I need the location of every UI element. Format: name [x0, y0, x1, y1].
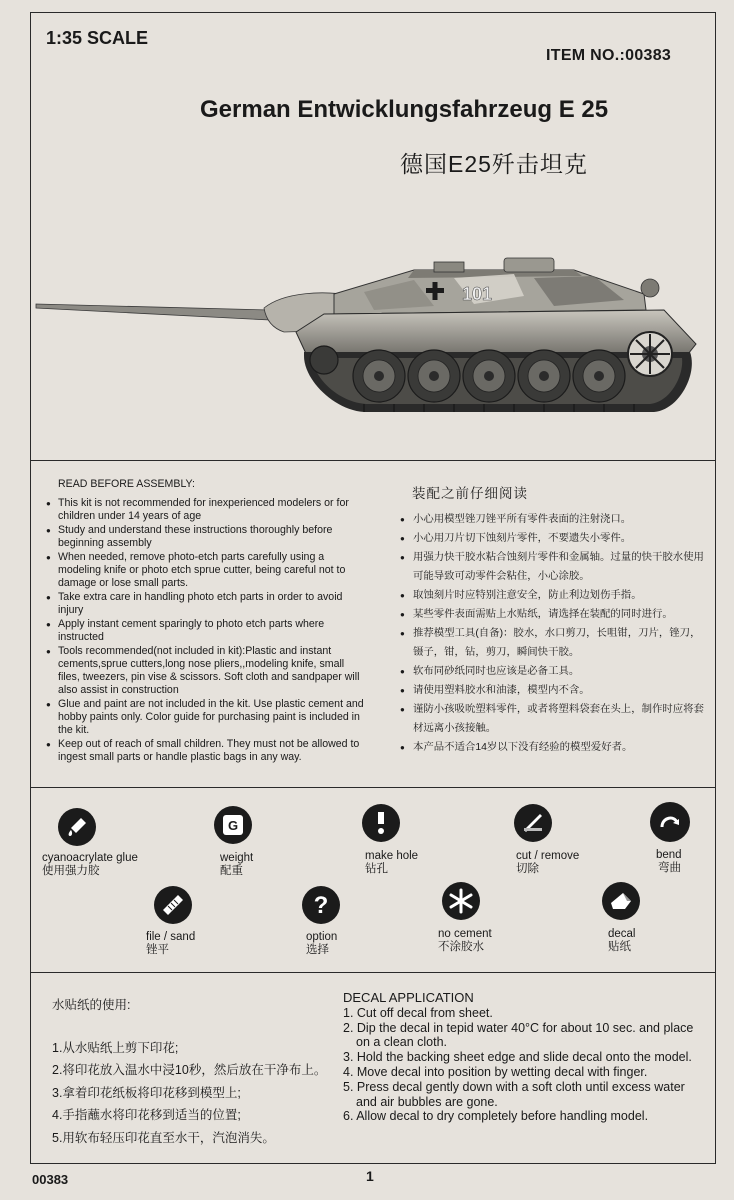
decal-heading: DECAL APPLICATION: [343, 990, 474, 1005]
tank-illustration: [34, 248, 704, 420]
cut-icon: [514, 804, 552, 842]
legend-decal-label-cn: 贴纸: [608, 941, 631, 953]
legend-option-label: option: [306, 931, 338, 943]
instruction-item-cn: ● 小心用刀片切下蚀刻片零件，不要遗失小零件。: [400, 529, 705, 548]
decal-step-cn: 3.拿着印花纸板将印花移到模型上;: [52, 1085, 241, 1100]
instruction-item: ● Apply instant cement sparingly to photo etch parts where instructed: [46, 618, 366, 644]
legend-no-cement-label-cn: 不涂胶水: [438, 941, 484, 953]
legend-file-label: file / sand: [146, 931, 196, 943]
instruction-item: ● Study and understand these instructions thoroughly before beginning assembly: [46, 524, 366, 550]
legend-file-label-cn: 锉平: [146, 944, 169, 956]
no-cement-icon: [442, 882, 480, 920]
instruction-item-cn: ● 本产品不适合14岁以下没有经验的模型爱好者。: [400, 738, 705, 757]
decal-instructions-english: [343, 991, 698, 1124]
file-sand-icon: [154, 886, 192, 924]
footer-item-code: 00383: [32, 1172, 69, 1187]
decal-step-cn: 2.将印花放入温水中浸10秒，然后放在干净布上。: [52, 1063, 327, 1077]
legend-cut-label: cut / remove: [516, 850, 580, 862]
instructions-english: [46, 478, 366, 765]
instruction-item: ● Keep out of reach of small children. They must not be allowed to ingest small parts or handle plastic bags in any way.: [46, 738, 366, 764]
instructions-chinese: [400, 484, 705, 757]
legend-weight-label: weight: [220, 852, 254, 864]
instruction-item-cn: ● 请使用塑料胶水和油漆，模型内不含。: [400, 681, 705, 700]
instruction-item: ● Glue and paint are not included in the kit. Use plastic cement and hobby paints only. Color guide for purchasing paint is included in the kit.: [46, 698, 366, 737]
legend-option: [300, 886, 360, 957]
legend-hole-label: make hole: [365, 850, 419, 862]
legend-bend-label-cn: 弯曲: [658, 862, 681, 874]
legend-bend: [650, 802, 706, 875]
page-number: 1: [366, 1168, 374, 1184]
legend-weight: [214, 806, 274, 878]
divider: [30, 787, 716, 788]
decal-heading-cn: 水贴纸的使用:: [52, 998, 131, 1012]
decal-step-cn: 1.从水贴纸上剪下印花;: [52, 1040, 179, 1055]
glue-drop-icon: [58, 808, 96, 846]
legend-glue-label-cn: 使用强力胶: [42, 865, 100, 877]
legend-file: [142, 886, 212, 957]
legend-glue: [42, 808, 162, 878]
decal-step: 5. Press decal gently down with a soft cloth until excess water and air bubbles are gone.: [343, 1079, 685, 1109]
instruction-item: ● Tools recommended(not included in kit):Plastic and instant cements,sprue cutters,long nose pliers,,modeling knife, small files, tweezers, pin vise & scissors. Soft cloth and sandpaper will also assist in construction: [46, 645, 366, 697]
legend-hole-label-cn: 钻孔: [365, 863, 388, 875]
decal-step: 2. Dip the decal in tepid water 40°C for about 10 sec. and place on a clean cloth.: [343, 1020, 694, 1050]
instructions-heading-cn: 装配之前仔细阅读: [412, 486, 528, 501]
legend-hole: [362, 804, 442, 876]
divider: [30, 972, 716, 973]
decal-icon: [602, 882, 640, 920]
decal-step: 1. Cut off decal from sheet.: [343, 1005, 493, 1020]
instruction-item: ● Take extra care in handling photo etch parts in order to avoid injury: [46, 591, 366, 617]
instruction-item-cn: ● 某些零件表面需贴上水贴纸，请选择在装配的同时进行。: [400, 605, 705, 624]
item-number: ITEM NO.:00383: [546, 47, 672, 64]
decal-instructions-chinese: [52, 994, 326, 1149]
legend-bend-label: bend: [656, 849, 682, 861]
decal-step-cn: 5.用软布轻压印花直至水干，汽泡消失。: [52, 1130, 275, 1145]
legend-weight-label-cn: 配重: [220, 865, 243, 877]
decal-step: 4. Move decal into position by wetting decal with finger.: [343, 1064, 648, 1079]
instructions-heading: READ BEFORE ASSEMBLY:: [58, 478, 195, 490]
legend-no-cement-label: no cement: [438, 928, 492, 940]
instruction-item-cn: ● 取蚀刻片时应特别注意安全，防止利边划伤手指。: [400, 586, 705, 605]
instruction-item-cn: ● 推荐模型工具(自备)：胶水，水口剪刀，长咀钳，刀片，锉刀，镊子，钳，钻，剪刀，瞬间快干胶。: [400, 624, 705, 662]
instruction-item: ● When needed, remove photo-etch parts carefully using a modeling knife or photo etch sprue cutter, being careful not to damage or lose small parts.: [46, 551, 366, 590]
legend-cut-label-cn: 切除: [516, 863, 539, 875]
legend-glue-label: cyanoacrylate glue: [42, 852, 138, 864]
legend-option-label-cn: 选择: [306, 944, 329, 956]
title-chinese: 德国E25歼击坦克: [400, 151, 588, 177]
title-english: German Entwicklungsfahrzeug E 25: [200, 96, 609, 123]
instruction-item-cn: ● 谨防小孩吸吮塑料零件，或者将塑料袋套在头上，制作时应将套材远离小孩接触。: [400, 700, 705, 738]
decal-step: 3. Hold the backing sheet edge and slide decal onto the model.: [343, 1050, 692, 1065]
question-icon: ?: [302, 886, 340, 924]
instruction-item: ● This kit is not recommended for inexperienced modelers or for children under 14 years of age: [46, 497, 366, 523]
decal-step-cn: 4.手指蘸水将印花移到适当的位置;: [52, 1108, 241, 1122]
tank-marking: 101: [462, 284, 493, 304]
legend-no-cement: [438, 882, 508, 954]
decal-step: 6. Allow decal to dry completely before handling model.: [343, 1109, 649, 1124]
instruction-item-cn: ● 小心用模型锉刀锉平所有零件表面的注射浇口。: [400, 510, 705, 529]
instruction-item-cn: ● 软布同砂纸同时也应该是必备工具。: [400, 662, 705, 681]
instruction-item-cn: ● 用强力快干胶水粘合蚀刻片零件和金属轴。过量的快干胶水使用可能导致可动零件会粘住，小心涂胶。: [400, 548, 705, 586]
divider: [30, 460, 716, 461]
bend-arrow-icon: [650, 802, 690, 842]
scale-label: 1:35 SCALE: [46, 28, 149, 48]
weight-icon: G: [214, 806, 252, 844]
drill-icon: [362, 804, 400, 842]
legend-decal-label: decal: [608, 928, 636, 940]
legend-cut: [514, 804, 604, 876]
legend-decal: [602, 882, 662, 954]
